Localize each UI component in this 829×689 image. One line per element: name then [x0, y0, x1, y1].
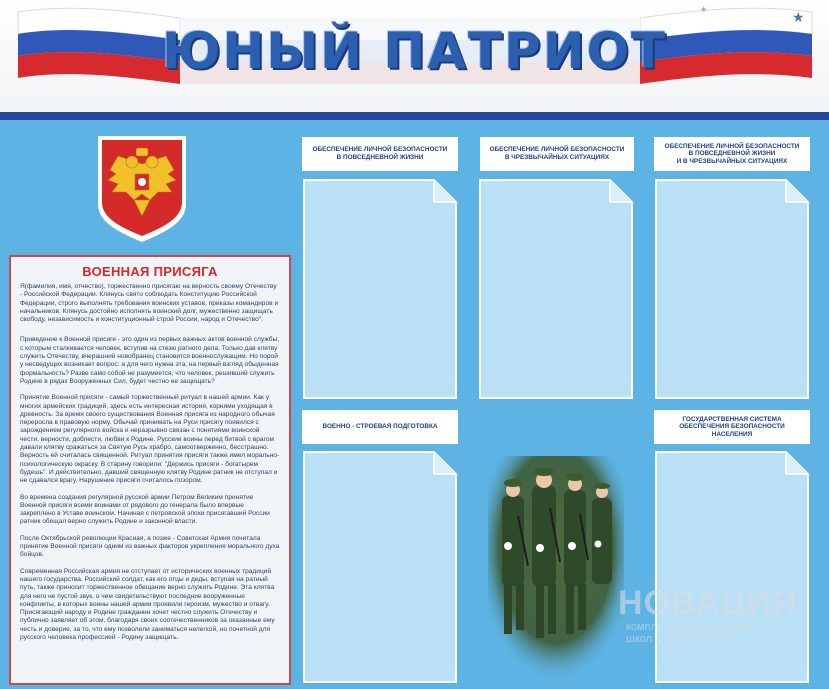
oath-paragraph: Современная Российская армия не отступает от исторических военных традиций нашего государства. Российский солдат, как его отцы и деды, вступая на ратный путь, также приносит торжественное обещание верно служить Родине. Эта клятва для него не пустой звук, о чем свидетельствуют последние вооруженные конфликты, в которых воины нашей армии проявили героизм, мужество и отвагу. Присягающий народу и Родине гражданин хочет честно служить Отечеству и публично заявляет об этом, благодаря своих соотечественников за оказанные ему честь и доверие, за то, что ему позволили заниматься нелегкой, но почетной для русского человека профессией - Родину защищать.: [20, 567, 275, 641]
header-banner: [0, 0, 829, 112]
watermark-subtitle: комплексное оснащение: [626, 621, 753, 633]
oath-paragraph: Во времена создания регулярной русской армии Петром Великим принятие Военной присяги всеми воинами от рядового до генерала было впервые закреплено в Уставе воинском. Начиная с петровской эпохи присягавший России ратник обещал верно служить Родине и законной власти.: [20, 493, 270, 526]
document-pocket[interactable]: [478, 178, 634, 400]
coat-of-arms-icon: [96, 134, 188, 244]
oath-paragraph: Приведение к Военной присяге - это один из первых важных актов военной службы, с которым сталкивается человек, вступив на стезю ратного дела. Только дав клятву служить Отечеству, вчерашний новобранец становится военнослужащим. Но порой у несведущих возникает вопрос: а для чего нужна эта, на первый взгляд обыденная формальность? Разве само собой не разумеется, что человек, решивший служить Родине в рядах Вооруженных Сил, будет честно ее защищать?: [20, 336, 280, 385]
header-divider: [0, 112, 829, 120]
military-oath-panel: [9, 255, 291, 685]
page-title: ЮНЫЙ ПАТРИОТ: [161, 22, 668, 80]
svg-text:★: ★: [792, 10, 805, 26]
panel-label-everyday-safety: ОБЕСПЕЧЕНИЕ ЛИЧНОЙ БЕЗОПАСНОСТИ В ПОВСЕДНЕВНОЙ ЖИЗНИ: [302, 137, 458, 171]
watermark-name: НОВАЦИЯ: [618, 584, 798, 622]
panel-label-drill-training: ВОЕННО - СТРОЕВАЯ ПОДГОТОВКА: [302, 410, 458, 444]
panel-label-emergency-safety: ОБЕСПЕЧЕНИЕ ЛИЧНОЙ БЕЗОПАСНОСТИ В ЧРЕЗВЫЧАЙНЫХ СИТУАЦИЯХ: [480, 137, 634, 171]
oath-title: ВОЕННАЯ ПРИСЯГА: [82, 264, 218, 279]
marching-soldiers-image: [488, 456, 624, 684]
panel-label-state-safety-system: ГОСУДАРСТВЕННАЯ СИСТЕМА ОБЕСПЕЧЕНИЯ БЕЗОПАСНОСТИ НАСЕЛЕНИЯ: [654, 410, 810, 444]
watermark-logo: [618, 585, 826, 643]
oath-paragraph: После Октябрьской революции Красная, а позже - Советская Армия почитала принятие Военной присяги одним из важных факторов укрепления морального духа бойцов.: [20, 534, 280, 559]
panel-label-everyday-and-emergency: ОБЕСПЕЧЕНИЕ ЛИЧНОЙ БЕЗОПАСНОСТИ В ПОВСЕДНЕВНОЙ ЖИЗНИ И В ЧРЕЗВЫЧАЙНЫХ СИТУАЦИЯХ: [654, 137, 810, 171]
document-pocket[interactable]: [302, 178, 458, 400]
oath-text: [11, 279, 289, 642]
watermark-subtitle: школ и детских садов: [626, 633, 737, 645]
oath-paragraph: Принятие Военной присяги - самый торжественный ритуал в нашей армии. Как у многих армейских традиций, здесь есть интересная история, корнями уходящая в древность. За время своего существования Военная присяга из народного обычая переросла в правовую норму. Обычай принимать на Руси присягу появился с зарождением регулярного войска и неразрывно связан с понятиями воинской чести, верности, доблести, любви к Родине. Русские воины перед битвой с врагом давали клятву сражаться за Святую Русь храбро, самоотверженно, бесстрашно. Верность ей считалась священной. Ритуал принятия присяги также имел морально-психологическую окраску. В старину говорили: "Держись присяги - богатырем будешь". И действительно, давший священную клятву Родине ратник не отступал и не сдавался врагу. Нарушение присяги считалось позором.: [20, 394, 280, 485]
oath-paragraph: Я(фамилия, имя, отчество), торжественно присягаю на верность своему Отечеству - Российской Федерации. Клянусь свято соблюдать Конституцию Российской Федерации, строго выполнять требования воинских уставов, приказы командиров и начальников. Клянусь достойно исполнять воинский долг, мужественно защищать свободу, независимость и конституционный строй России, народ и Отечество".: [20, 283, 279, 324]
svg-text:★: ★: [700, 5, 708, 14]
document-pocket[interactable]: [654, 450, 810, 684]
document-pocket[interactable]: [654, 178, 810, 400]
document-pocket[interactable]: [302, 450, 458, 684]
